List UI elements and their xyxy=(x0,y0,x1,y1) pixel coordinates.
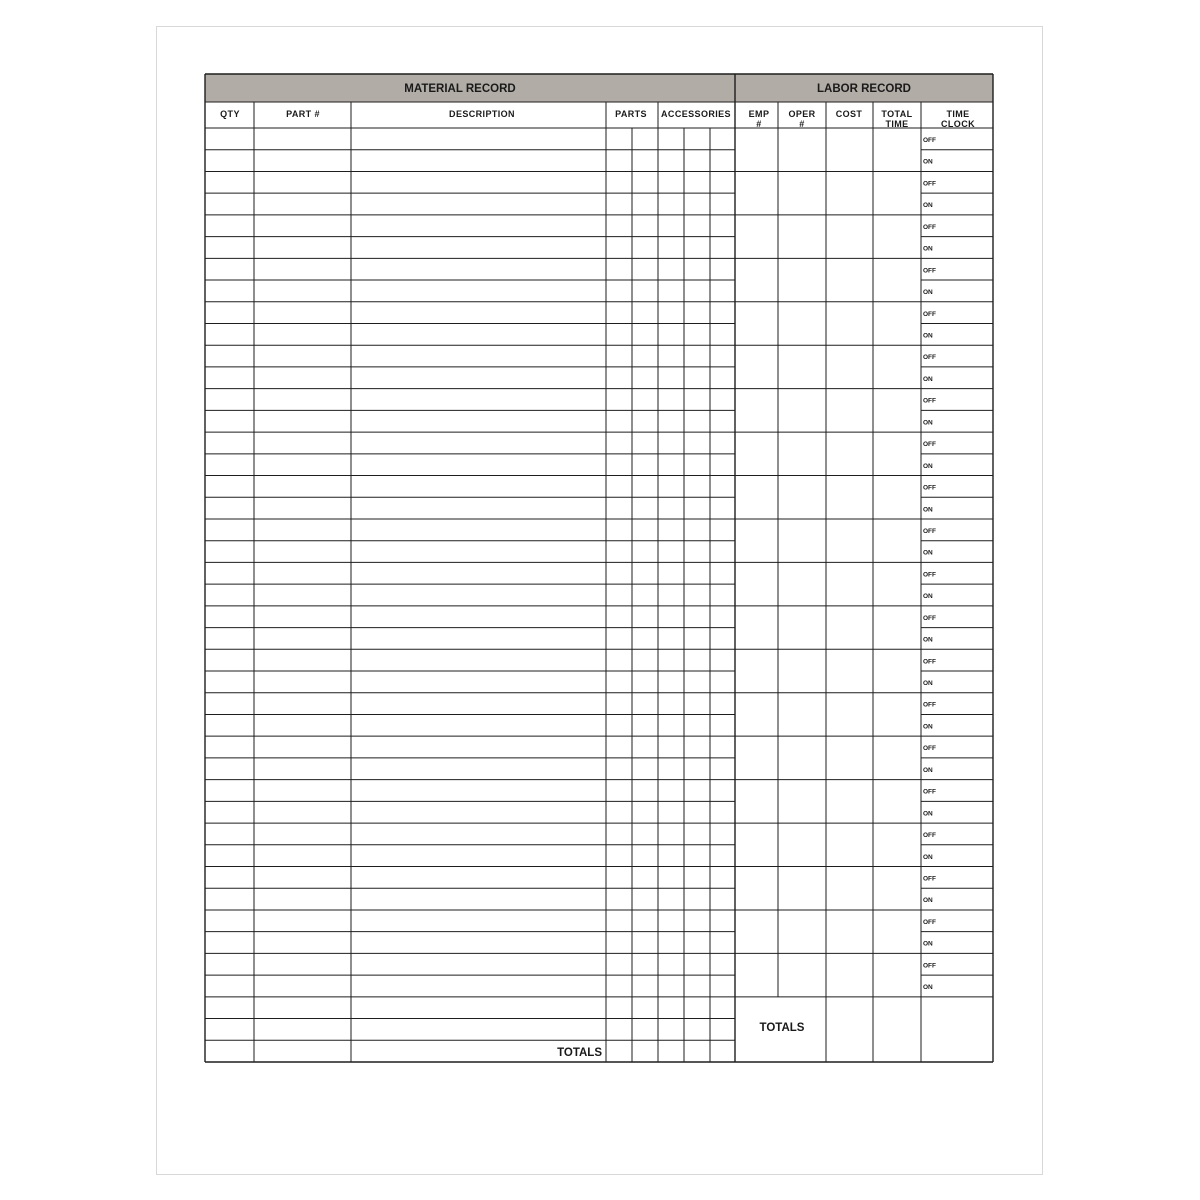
time-clock-on-label: ON xyxy=(923,984,933,992)
time-clock-on-label: ON xyxy=(923,766,933,774)
time-clock-off-label: OFF xyxy=(923,354,936,362)
emp-column-header-line2: # xyxy=(756,119,762,129)
time-clock-on-label: ON xyxy=(923,245,933,253)
time-clock-on-label: ON xyxy=(923,636,933,644)
accessories-column-header: ACCESSORIES xyxy=(661,109,731,119)
description-column-header: DESCRIPTION xyxy=(449,109,515,119)
time-clock-on-label: ON xyxy=(923,593,933,601)
oper-column-header-line2: # xyxy=(799,119,805,129)
time-clock-on-label: ON xyxy=(923,723,933,731)
time-clock-on-label: ON xyxy=(923,289,933,297)
time-clock-on-label: ON xyxy=(923,897,933,905)
oper-column-header-line1: OPER xyxy=(788,109,816,119)
total-time-column-header-line2: TIME xyxy=(885,119,909,129)
time-clock-off-label: OFF xyxy=(923,223,936,231)
time-clock-on-label: ON xyxy=(923,202,933,210)
time-clock-on-label: ON xyxy=(923,506,933,514)
time-clock-off-label: OFF xyxy=(923,918,936,926)
labor-totals-label: TOTALS xyxy=(759,1022,805,1034)
time-clock-column-header-line2: CLOCK xyxy=(941,119,975,129)
time-clock-on-label: ON xyxy=(923,940,933,948)
time-clock-off-label: OFF xyxy=(923,832,936,840)
time-clock-on-label: ON xyxy=(923,158,933,166)
time-clock-on-label: ON xyxy=(923,549,933,557)
time-clock-on-label: ON xyxy=(923,853,933,861)
time-clock-off-label: OFF xyxy=(923,267,936,275)
part-number-column-header: PART # xyxy=(286,109,320,119)
grid-lines xyxy=(205,74,993,1062)
time-clock-off-label: OFF xyxy=(923,310,936,318)
time-clock-off-label: OFF xyxy=(923,658,936,666)
parts-column-header: PARTS xyxy=(615,109,647,119)
time-clock-on-label: ON xyxy=(923,462,933,470)
labor-record-title: LABOR RECORD xyxy=(817,83,911,95)
time-clock-off-label: OFF xyxy=(923,484,936,492)
time-clock-off-label: OFF xyxy=(923,788,936,796)
emp-column-header-line1: EMP xyxy=(748,109,770,119)
time-clock-off-label: OFF xyxy=(923,614,936,622)
time-clock-off-label: OFF xyxy=(923,962,936,970)
time-clock-column-header-line1: TIME xyxy=(946,109,970,119)
total-time-column-header-line1: TOTAL xyxy=(881,109,913,119)
time-clock-off-label: OFF xyxy=(923,745,936,753)
time-clock-off-label: OFF xyxy=(923,701,936,709)
time-clock-off-label: OFF xyxy=(923,137,936,144)
cost-column-header: COST xyxy=(835,109,863,119)
time-clock-off-label: OFF xyxy=(923,441,936,449)
time-clock-labels xyxy=(923,137,936,991)
time-clock-on-label: ON xyxy=(923,375,933,383)
time-clock-off-label: OFF xyxy=(923,397,936,405)
time-clock-off-label: OFF xyxy=(923,875,936,883)
time-clock-on-label: ON xyxy=(923,680,933,688)
qty-column-header: QTY xyxy=(220,109,240,119)
material-totals-label: TOTALS xyxy=(557,1047,602,1059)
time-clock-on-label: ON xyxy=(923,810,933,818)
time-clock-off-label: OFF xyxy=(923,527,936,535)
material-record-title: MATERIAL RECORD xyxy=(404,83,516,95)
time-clock-on-label: ON xyxy=(923,419,933,427)
time-clock-on-label: ON xyxy=(923,332,933,340)
time-clock-off-label: OFF xyxy=(923,571,936,579)
time-clock-off-label: OFF xyxy=(923,180,936,188)
